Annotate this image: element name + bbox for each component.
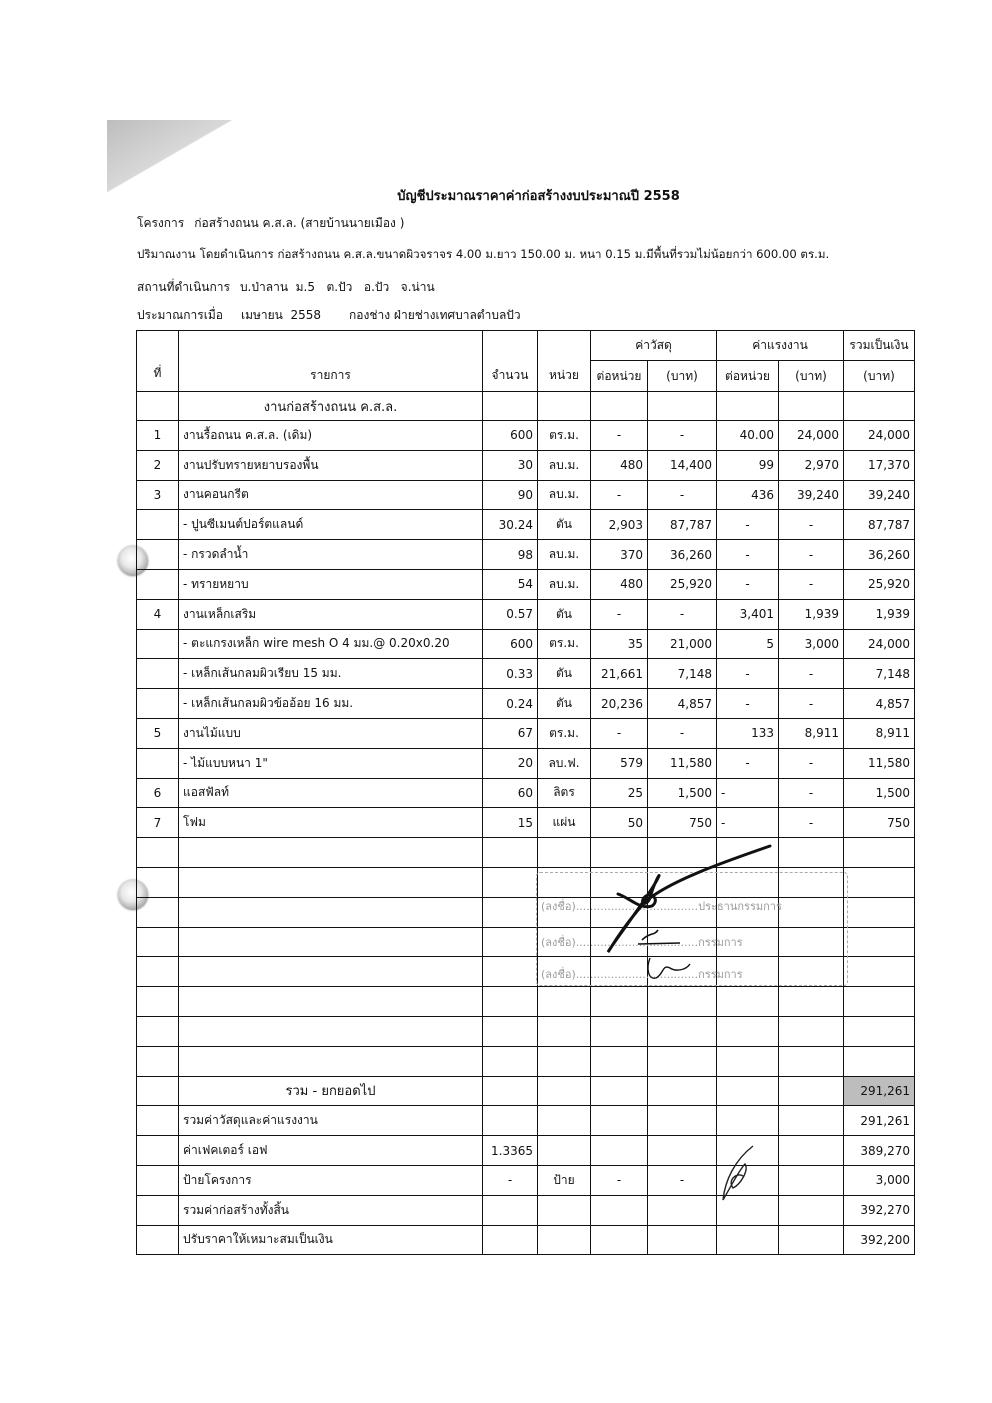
row-number: 1 (137, 421, 179, 451)
row-labor-unit-price: - (717, 748, 779, 778)
location-value: บ.ป่าลาน ม.5 ต.ปัว อ.ปัว จ.น่าน (239, 280, 435, 294)
empty-cell (717, 987, 779, 1017)
row-labor-total: 1,939 (779, 599, 844, 629)
summary-total: 3,000 (844, 1165, 915, 1195)
empty-cell (779, 1016, 844, 1046)
row-total: 11,580 (844, 748, 915, 778)
row-unit: ตัน (538, 659, 591, 689)
table-row (137, 718, 915, 748)
empty-cell (844, 927, 915, 957)
row-labor-total: - (779, 808, 844, 838)
approval-stamp (536, 872, 848, 986)
empty-cell (538, 987, 591, 1017)
row-material-unit-price: - (591, 480, 648, 510)
empty-cell (717, 1016, 779, 1046)
row-qty: 20 (483, 748, 538, 778)
empty-cell (483, 987, 538, 1017)
summary-total: 392,270 (844, 1195, 915, 1225)
summary-label: รวม - ยกยอดไป (179, 1076, 483, 1106)
empty-cell (648, 1046, 717, 1076)
empty-cell (538, 838, 591, 868)
row-number (137, 629, 179, 659)
row-number (137, 510, 179, 540)
row-material-unit-price: 25 (591, 778, 648, 808)
row-item: งานปรับทรายหยาบรองพื้น (179, 450, 483, 480)
header-material-group: ค่าวัสดุ (591, 331, 717, 361)
row-labor-total: - (779, 540, 844, 570)
summary-qty: 1.3365 (483, 1136, 538, 1166)
empty-cell (179, 838, 483, 868)
header-labor-baht: (บาท) (779, 361, 844, 392)
summary-unit: ป้าย (538, 1165, 591, 1195)
table-row (137, 778, 915, 808)
row-labor-total: 2,970 (779, 450, 844, 480)
empty-row (137, 1046, 915, 1076)
empty-cell (717, 838, 779, 868)
row-labor-unit-price: 133 (717, 718, 779, 748)
table-row (137, 689, 915, 719)
row-qty: 98 (483, 540, 538, 570)
row-number: 7 (137, 808, 179, 838)
row-item: - ไม้แบบหนา 1" (179, 748, 483, 778)
row-labor-unit-price: 436 (717, 480, 779, 510)
row-item: - กรวดลำน้ำ (179, 540, 483, 570)
row-number (137, 659, 179, 689)
empty-cell (844, 867, 915, 897)
empty-row (137, 987, 915, 1017)
row-material-unit-price: 20,236 (591, 689, 648, 719)
summary-qty (483, 1076, 538, 1106)
row-material-total: - (648, 421, 717, 451)
header-qty: จำนวน (483, 331, 538, 392)
row-qty: 90 (483, 480, 538, 510)
empty-cell (779, 987, 844, 1017)
summary-label: รวมค่าวัสดุและค่าแรงงาน (179, 1106, 483, 1136)
empty-cell (483, 927, 538, 957)
empty-cell (844, 957, 915, 987)
table-row (137, 659, 915, 689)
summary-material-total (648, 1195, 717, 1225)
row-item: แอสฟัลท์ (179, 778, 483, 808)
scope-value: โดยดำเนินการ ก่อสร้างถนน ค.ส.ล.ขนาดผิวจราจร 4.00 ม.ยาว 150.00 ม. หนา 0.15 ม.มีพื้นที่รวมไม่น้อยกว่า 600.00 ตร.ม. (199, 247, 830, 261)
empty-cell (137, 987, 179, 1017)
row-qty: 30 (483, 450, 538, 480)
empty-cell (717, 1076, 779, 1106)
empty-row (137, 1016, 915, 1046)
row-number: 2 (137, 450, 179, 480)
empty-cell (179, 1046, 483, 1076)
empty-cell (591, 1046, 648, 1076)
row-total: 17,370 (844, 450, 915, 480)
row-unit: ตร.ม. (538, 718, 591, 748)
section-row (137, 392, 915, 421)
scope-line (137, 246, 839, 264)
row-number (137, 689, 179, 719)
empty-cell (591, 987, 648, 1017)
row-labor-unit-price: - (717, 510, 779, 540)
summary-material-total: - (648, 1165, 717, 1195)
empty-cell (717, 1106, 779, 1136)
row-labor-unit-price: 3,401 (717, 599, 779, 629)
empty-cell (137, 897, 179, 927)
row-material-total: 21,000 (648, 629, 717, 659)
row-labor-unit-price: - (717, 778, 779, 808)
empty-cell (844, 838, 915, 868)
row-number: 4 (137, 599, 179, 629)
department: กองช่าง ฝ่ายช่างเทศบาลตำบลปัว (349, 308, 521, 322)
row-total: 4,857 (844, 689, 915, 719)
empty-cell (717, 1195, 779, 1225)
empty-cell (717, 1225, 779, 1255)
row-unit: ตร.ม. (538, 421, 591, 451)
header-labor-per-unit: ต่อหน่วย (717, 361, 779, 392)
row-material-total: 36,260 (648, 540, 717, 570)
location-line (137, 278, 445, 297)
row-labor-unit-price: 5 (717, 629, 779, 659)
empty-cell (483, 1016, 538, 1046)
row-qty: 30.24 (483, 510, 538, 540)
carry-forward-row (137, 1076, 915, 1106)
row-total: 24,000 (844, 421, 915, 451)
empty-cell (179, 1016, 483, 1046)
header-labor-group: ค่าแรงงาน (717, 331, 844, 361)
row-material-unit-price: 2,903 (591, 510, 648, 540)
empty-cell (779, 1106, 844, 1136)
empty-cell (591, 1016, 648, 1046)
empty-cell (844, 1016, 915, 1046)
row-item: งานเหล็กเสริม (179, 599, 483, 629)
row-total: 7,148 (844, 659, 915, 689)
row-item: - ปูนซีเมนต์ปอร์ตแลนด์ (179, 510, 483, 540)
project-sign-row (137, 1165, 915, 1195)
row-material-unit-price: 35 (591, 629, 648, 659)
row-labor-unit-price: - (717, 659, 779, 689)
row-qty: 15 (483, 808, 538, 838)
row-material-total: - (648, 480, 717, 510)
factor-f-row (137, 1136, 915, 1166)
row-item: - ตะแกรงเหล็ก wire mesh O 4 มม.@ 0.20x0.20 (179, 629, 483, 659)
row-material-total: 1,500 (648, 778, 717, 808)
empty-cell (137, 957, 179, 987)
row-qty: 600 (483, 421, 538, 451)
estimate-line (137, 306, 531, 325)
row-unit: ตัน (538, 689, 591, 719)
row-material-unit-price: 480 (591, 569, 648, 599)
empty-cell (137, 1136, 179, 1166)
row-labor-total: 39,240 (779, 480, 844, 510)
empty-cell (483, 897, 538, 927)
row-labor-unit-price: - (717, 569, 779, 599)
empty-cell (779, 1136, 844, 1166)
row-item: งานไม้แบบ (179, 718, 483, 748)
table-row (137, 748, 915, 778)
empty-cell (483, 957, 538, 987)
table-row (137, 510, 915, 540)
empty-cell (179, 867, 483, 897)
cost-estimate-table (136, 330, 915, 1255)
row-qty: 0.33 (483, 659, 538, 689)
empty-cell (591, 838, 648, 868)
table-row (137, 480, 915, 510)
empty-cell (779, 1165, 844, 1195)
empty-cell (717, 1046, 779, 1076)
row-total: 750 (844, 808, 915, 838)
empty-cell (779, 1225, 844, 1255)
project-value: ก่อสร้างถนน ค.ส.ล. (สายบ้านนายเมือง ) (194, 216, 405, 230)
summary-material-unit (591, 1136, 648, 1166)
row-total: 1,939 (844, 599, 915, 629)
summary-label: ป้ายโครงการ (179, 1165, 483, 1195)
material-labor-total-row (137, 1106, 915, 1136)
row-material-unit-price: 370 (591, 540, 648, 570)
empty-cell (779, 838, 844, 868)
row-unit: ตัน (538, 599, 591, 629)
empty-cell (717, 1165, 779, 1195)
stamp-line-chairman: (ลงชื่อ)...................................ประธานกรรมการ (541, 900, 782, 913)
empty-cell (137, 867, 179, 897)
empty-row (137, 838, 915, 868)
empty-cell (779, 1046, 844, 1076)
summary-material-total (648, 1076, 717, 1106)
row-qty: 67 (483, 718, 538, 748)
row-number (137, 748, 179, 778)
row-material-total: 87,787 (648, 510, 717, 540)
summary-unit (538, 1136, 591, 1166)
row-unit: ลบ.ม. (538, 480, 591, 510)
empty-cell (137, 1046, 179, 1076)
row-material-total: 14,400 (648, 450, 717, 480)
row-material-total: - (648, 718, 717, 748)
row-total: 1,500 (844, 778, 915, 808)
empty-cell (844, 987, 915, 1017)
row-unit: ลบ.ม. (538, 569, 591, 599)
summary-qty (483, 1106, 538, 1136)
row-labor-unit-price: - (717, 808, 779, 838)
row-unit: ลบ.ฟ. (538, 748, 591, 778)
table-row (137, 450, 915, 480)
row-labor-total: - (779, 778, 844, 808)
row-number: 5 (137, 718, 179, 748)
summary-material-total (648, 1225, 717, 1255)
row-material-total: 11,580 (648, 748, 717, 778)
table-row (137, 421, 915, 451)
empty-cell (179, 987, 483, 1017)
row-material-unit-price: 50 (591, 808, 648, 838)
summary-unit (538, 1076, 591, 1106)
row-item: งานรื้อถนน ค.ส.ล. (เดิม) (179, 421, 483, 451)
row-item: โฟม (179, 808, 483, 838)
summary-material-total (648, 1106, 717, 1136)
row-unit: ตร.ม. (538, 629, 591, 659)
row-number: 3 (137, 480, 179, 510)
row-material-total: 7,148 (648, 659, 717, 689)
summary-qty (483, 1195, 538, 1225)
row-unit: แผ่น (538, 808, 591, 838)
empty-cell (137, 1106, 179, 1136)
row-item: - ทรายหยาบ (179, 569, 483, 599)
row-material-unit-price: 480 (591, 450, 648, 480)
row-material-total: 750 (648, 808, 717, 838)
row-labor-total: - (779, 748, 844, 778)
row-material-total: 25,920 (648, 569, 717, 599)
row-unit: ลบ.ม. (538, 450, 591, 480)
row-unit: ลบ.ม. (538, 540, 591, 570)
header-unit: หน่วย (538, 331, 591, 392)
row-qty: 0.57 (483, 599, 538, 629)
row-labor-total: - (779, 569, 844, 599)
summary-total: 291,261 (844, 1106, 915, 1136)
row-total: 39,240 (844, 480, 915, 510)
row-qty: 0.24 (483, 689, 538, 719)
row-unit: ลิตร (538, 778, 591, 808)
header-total-baht: (บาท) (844, 361, 915, 392)
row-labor-total: 3,000 (779, 629, 844, 659)
summary-label: รวมค่าก่อสร้างทั้งสิ้น (179, 1195, 483, 1225)
empty-cell (483, 1046, 538, 1076)
row-material-total: 4,857 (648, 689, 717, 719)
empty-cell (779, 1195, 844, 1225)
grand-total-row (137, 1195, 915, 1225)
header-no: ที่ (137, 331, 179, 392)
row-labor-total: 24,000 (779, 421, 844, 451)
row-material-unit-price: 21,661 (591, 659, 648, 689)
rounded-total-row (137, 1225, 915, 1255)
summary-material-unit (591, 1106, 648, 1136)
empty-cell (137, 927, 179, 957)
empty-cell (648, 987, 717, 1017)
summary-qty: - (483, 1165, 538, 1195)
project-line (137, 214, 414, 233)
summary-material-unit (591, 1195, 648, 1225)
table-row (137, 629, 915, 659)
empty-cell (137, 838, 179, 868)
section-title: งานก่อสร้างถนน ค.ส.ล. (179, 392, 483, 421)
row-unit: ตัน (538, 510, 591, 540)
row-total: 87,787 (844, 510, 915, 540)
table-row (137, 808, 915, 838)
empty-cell (179, 927, 483, 957)
row-labor-total: - (779, 689, 844, 719)
empty-cell (179, 897, 483, 927)
row-qty: 60 (483, 778, 538, 808)
row-total: 25,920 (844, 569, 915, 599)
summary-unit (538, 1106, 591, 1136)
row-labor-unit-price: - (717, 689, 779, 719)
table-row (137, 540, 915, 570)
summary-label: ปรับราคาให้เหมาะสมเป็นเงิน (179, 1225, 483, 1255)
location-label: สถานที่ดำเนินการ (137, 280, 230, 294)
empty-cell (779, 1076, 844, 1106)
summary-material-unit (591, 1225, 648, 1255)
row-qty: 600 (483, 629, 538, 659)
empty-cell (538, 1016, 591, 1046)
summary-material-unit (591, 1076, 648, 1106)
row-material-unit-price: - (591, 421, 648, 451)
row-item: - เหล็กเส้นกลมผิวเรียบ 15 มม. (179, 659, 483, 689)
row-labor-total: - (779, 510, 844, 540)
scope-label: ปริมาณงาน (137, 247, 196, 261)
row-labor-total: 8,911 (779, 718, 844, 748)
row-total: 24,000 (844, 629, 915, 659)
stamp-line-member-2: (ลงชื่อ)...................................กรรมการ (541, 968, 743, 981)
row-material-unit-price: 579 (591, 748, 648, 778)
empty-cell (844, 1046, 915, 1076)
table-row (137, 599, 915, 629)
row-total: 8,911 (844, 718, 915, 748)
document-title: บัญชีประมาณราคาค่าก่อสร้างงบประมาณปี 2558 (397, 189, 680, 204)
header-item: รายการ (179, 331, 483, 392)
empty-cell (648, 1016, 717, 1046)
empty-cell (483, 867, 538, 897)
empty-cell (137, 1225, 179, 1255)
empty-cell (137, 1195, 179, 1225)
row-labor-unit-price: - (717, 540, 779, 570)
empty-cell (137, 1165, 179, 1195)
row-number: 6 (137, 778, 179, 808)
header-material-baht: (บาท) (648, 361, 717, 392)
row-material-unit-price: - (591, 599, 648, 629)
empty-cell (844, 897, 915, 927)
empty-cell (137, 1076, 179, 1106)
row-labor-unit-price: 99 (717, 450, 779, 480)
row-labor-unit-price: 40.00 (717, 421, 779, 451)
row-qty: 54 (483, 569, 538, 599)
summary-material-unit: - (591, 1165, 648, 1195)
summary-label: ค่าเฟคเตอร์ เอฟ (179, 1136, 483, 1166)
summary-unit (538, 1195, 591, 1225)
summary-total: 389,270 (844, 1136, 915, 1166)
empty-cell (538, 1046, 591, 1076)
row-labor-total: - (779, 659, 844, 689)
estimated-date: เมษายน 2558 (240, 308, 322, 322)
row-number (137, 569, 179, 599)
header-material-per-unit: ต่อหน่วย (591, 361, 648, 392)
empty-cell (483, 838, 538, 868)
row-number (137, 540, 179, 570)
project-label: โครงการ (137, 216, 185, 230)
summary-unit (538, 1225, 591, 1255)
empty-cell (137, 1016, 179, 1046)
header-total-group: รวมเป็นเงิน (844, 331, 915, 361)
table-row (137, 569, 915, 599)
empty-cell (648, 838, 717, 868)
summary-total: 291,261 (844, 1076, 915, 1106)
summary-material-total (648, 1136, 717, 1166)
row-item: งานคอนกรีต (179, 480, 483, 510)
row-total: 36,260 (844, 540, 915, 570)
summary-qty (483, 1225, 538, 1255)
estimated-label: ประมาณการเมื่อ (137, 308, 223, 322)
row-material-total: - (648, 599, 717, 629)
empty-cell (179, 957, 483, 987)
empty-cell (717, 1136, 779, 1166)
row-item: - เหล็กเส้นกลมผิวข้ออ้อย 16 มม. (179, 689, 483, 719)
row-material-unit-price: - (591, 718, 648, 748)
summary-total: 392,200 (844, 1225, 915, 1255)
stamp-line-member-1: (ลงชื่อ)...................................กรรมการ (541, 936, 743, 949)
